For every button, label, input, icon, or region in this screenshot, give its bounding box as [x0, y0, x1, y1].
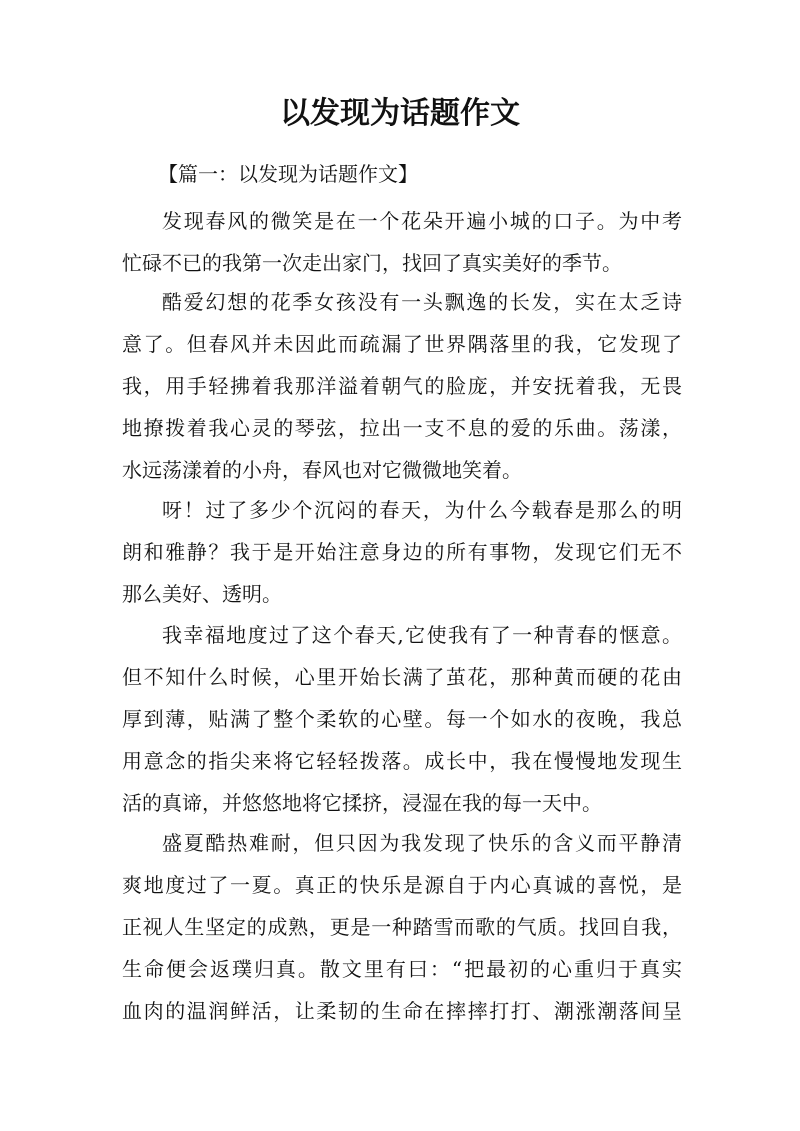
paragraph-line: 正视人生坚定的成熟，更是一种踏雪而歌的气质。找回自我， [122, 915, 682, 939]
paragraph-line: 意了。但春风并未因此而疏漏了世界隅落里的我，它发现了 [122, 332, 682, 356]
paragraph-line: 那么美好、透明。 [122, 582, 282, 606]
paragraph-line: 血肉的温润鲜活，让柔韧的生命在摔摔打打、潮涨潮落间呈 [122, 999, 682, 1023]
paragraph-line: 但不知什么时候，心里开始长满了茧花，那种黄而硬的花由 [122, 665, 682, 689]
paragraph-line: 发现春风的微笑是在一个花朵开遍小城的口子。为中考 [162, 209, 682, 233]
paragraph-3 [122, 489, 682, 615]
paragraph-line: 用意念的指尖来将它轻轻拨落。成长中，我在慢慢地发现生 [122, 749, 682, 773]
paragraph-line: 盛夏酷热难耐，但只因为我发现了快乐的含义而平静清 [162, 831, 682, 855]
paragraph-line: 爽地度过了一夏。真正的快乐是源自于内心真诚的喜悦，是 [122, 873, 682, 897]
paragraph-2 [122, 281, 682, 491]
paragraph-line: 我幸福地度过了这个春天,它使我有了一种青春的惬意。 [162, 623, 682, 647]
paragraph-5 [122, 822, 682, 1032]
paragraph-line: 水远荡漾着的小舟，春风也对它微微地笑着。 [122, 458, 522, 482]
paragraph-4 [122, 614, 682, 824]
paragraph-line: 呀！过了多少个沉闷的春天，为什么今载春是那么的明 [162, 498, 682, 522]
paragraph-1 [122, 200, 682, 284]
paragraph-line: 酷爱幻想的花季女孩没有一头飘逸的长发，实在太乏诗 [162, 290, 682, 314]
section-heading: 【篇一：以发现为话题作文】 [158, 162, 418, 186]
paragraph-line: 地撩拨着我心灵的琴弦，拉出一支不息的爱的乐曲。荡漾， [122, 416, 682, 440]
paragraph-line: 朗和雅静？我于是开始注意身边的所有事物，发现它们无不 [122, 540, 682, 564]
paragraph-line: 生命便会返璞归真。散文里有曰：“把最初的心重归于真实 [122, 957, 682, 981]
paragraph-line: 活的真谛，并悠悠地将它揉挤，浸湿在我的每一天中。 [122, 791, 602, 815]
paragraph-line: 忙碌不已的我第一次走出家门，找回了真实美好的季节。 [122, 251, 622, 275]
document-title: 以发现为话题作文 [280, 96, 520, 131]
paragraph-line: 厚到薄，贴满了整个柔软的心壁。每一个如水的夜晚，我总 [122, 707, 682, 731]
paragraph-line: 我，用手轻拂着我那洋溢着朝气的脸庞，并安抚着我，无畏 [122, 374, 682, 398]
